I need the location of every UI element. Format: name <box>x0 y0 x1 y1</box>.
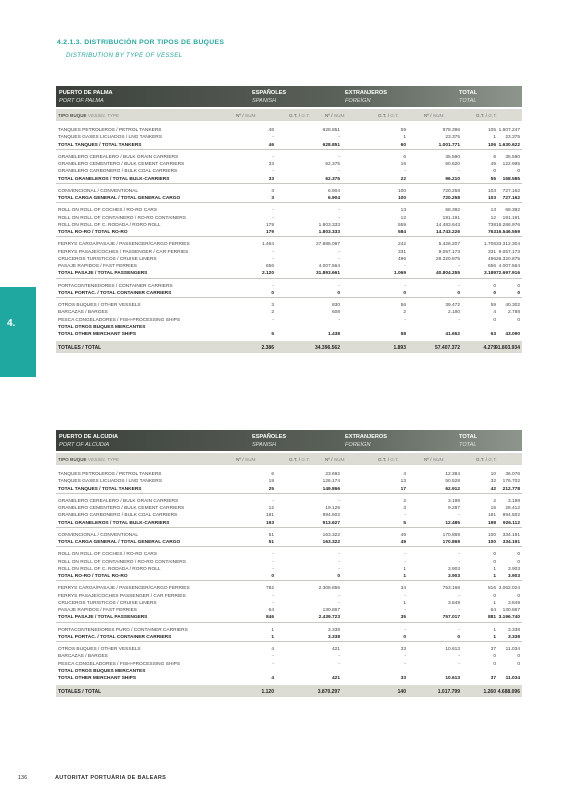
table-row: TOTAL PASAJE / TOTAL PASSENGERS 846 2.439.723 35 757.017 881 3.196.740 <box>58 615 520 621</box>
table-row: GRANELERO CARBONERO / BULK COAL CARRIERS - - - - 0 0 <box>58 169 520 175</box>
col-vessel-type: TIPO BUQUE VESSEL TYPE <box>58 113 119 118</box>
table-row: PESCA CONGELADORES / FISH-PROCESSING SHIPS - - - - 0 0 <box>58 661 520 667</box>
table-row: TOTAL GRANELEROS / TOTAL BULK-CARRIERS 33 62.375 22 96.210 55 158.585 <box>58 176 520 182</box>
table-row: TOTAL CARGA GENERAL / TOTAL GENERAL CARGO 3 6.904 100 720.258 103 727.162 <box>58 196 520 201</box>
table-row: GRANELERO CEMENTERO / BULK CEMENT CARRIERS 12 19.125 3 9.287 15 28.412 <box>58 506 520 511</box>
table-row: TANQUES PETROLEROS / PETROL TANKERS 6 23.692 4 12.384 10 36.076 <box>58 472 520 477</box>
port-name: PUERTO DE PALMA PORT OF PALMA <box>59 90 113 105</box>
table-row: ROLL ON ROLL OF C. RODADA / RORO ROLL - - 1 3.903 1 3.903 <box>58 566 520 572</box>
table-row: CRUCEROS TURISTICOS / CRUISE LINERS - - 1 3.849 1 3.849 <box>58 600 520 606</box>
table-row: CRUCEROS TURISTICOS / CRUISE LINERS - - 496 26.320.875 496 26.320.875 <box>58 256 520 262</box>
table-row: GRANELERO CARBONERO / BULK COAL CARRIERS 181 894.502 - - 181 894.502 <box>58 513 520 519</box>
table-row: PESCA CONGELADORES / FISH-PROCESSING SHIPS - - - - 0 0 <box>58 317 520 323</box>
col-group-foreign: EXTRANJEROS FOREIGN <box>345 434 387 449</box>
table-row: TOTAL OTROS BUQUES MERCANTES <box>58 668 146 674</box>
table-row: TANQUES PETROLEROS / PETROL TANKERS 46 628.851 59 978.396 105 1.607.247 <box>58 128 520 133</box>
section-subtitle: DISTRIBUTION BY TYPE OF VESSEL <box>66 52 183 59</box>
table-row: ROLL ON ROLL OF COCHES / RO-RO CARS - - 13 68.392 13 68.392 <box>58 208 520 214</box>
col-gt: G.T. / G.T. <box>378 113 399 118</box>
table-row: PORTACONTENEDORES PURO / CONTAINER CARRIERS 1 3.338 - - 1 3.338 <box>58 627 520 633</box>
table-row: ROLL ON ROLL OF COCHES / RO-RO CARS - - - - 0 0 <box>58 552 520 558</box>
table-row: CONVENCIONAL / CONVENTIONAL 3 6.904 100 720.258 103 727.162 <box>58 188 520 194</box>
col-group-total: TOTAL TOTAL <box>459 90 478 105</box>
chapter-tab <box>0 287 36 377</box>
table-row: TOTAL OTHER MERCHANT SHIPS 4 421 33 10.613 37 11.034 <box>58 676 520 681</box>
col-group-spanish: ESPAÑOLES SPANISH <box>252 90 287 105</box>
col-group-foreign: EXTRANJEROS FOREIGN <box>345 90 387 105</box>
port-name: PUERTO DE ALCUDIA PORT OF ALCUDIA <box>59 434 119 449</box>
table-row: PASAJE RAPIDOS / FAST FERRIES 64 130.867 - - 64 130.867 <box>58 608 520 613</box>
table-row: FERRYS CARGA/PASAJE / PASSENGER/CARGO FERRIES 782 2.308.856 34 753.168 816 3.062.024 <box>58 586 520 592</box>
table-row: OTROS BUQUES / OTHER VESSELS 3 830 56 39.472 59 40.302 <box>58 303 520 308</box>
table-row: BARCAZAS / BARGES 2 608 2 2.180 4 2.788 <box>58 310 520 316</box>
section-title: 4.2.1.3. DISTRIBUCIÓN POR TIPOS DE BUQUES <box>57 39 225 46</box>
table-row: FERRYS PASAJE/COCHES PASSENGER / CAR FERRIES - - - - 0 0 <box>58 593 520 599</box>
footer <box>18 775 167 781</box>
totals-row: TOTALES / TOTAL 2.386 34.396.562 1.893 57.407.372 4.279 91.803.934 <box>56 341 522 353</box>
col-gt: G.T. / G.T. <box>378 457 399 462</box>
table-row: ROLL ON ROLL OF CONTAINERO / RO-RO CONTAINERS - - 12 191.191 12 191.191 <box>58 215 520 221</box>
table-port-of-palma <box>56 86 522 353</box>
chapter-number: 4. <box>7 318 16 329</box>
col-vessel-type: TIPO BUQUE VESSEL TYPE <box>58 457 119 462</box>
table-row: PASAJE RAPIDOS / FAST FERRIES 656 4.007.564 - - 656 4.007.564 <box>58 264 520 269</box>
table-row: CONVENCIONAL / CONVENTIONAL 51 163.322 49 170.869 100 334.191 <box>58 532 520 538</box>
table-subheader <box>56 109 522 121</box>
table-row: TANQUES GASES LICUADOS / LNG TANKERS - - 1 23.375 1 23.375 <box>58 135 520 141</box>
col-num: Nº / NUM. <box>325 457 346 462</box>
table-row: FERRYS PASAJE/COCHES / PASSENGER / CAR FERRIES - - 331 9.057.173 331 9.057.173 <box>58 249 520 255</box>
table-row: TANQUES GASES LICUADOS / LNG TANKERS 19 126.174 13 50.528 32 176.702 <box>58 479 520 485</box>
table-row: TOTAL OTROS BUQUES MERCANTES <box>58 324 146 330</box>
table-row: TOTAL RO-RO / TOTAL RO-RO 0 0 1 3.903 1 3.903 <box>58 574 520 579</box>
table-header <box>56 86 522 107</box>
col-num: Nº / NUM. <box>424 457 445 462</box>
table-port-of-alcudia <box>56 430 522 697</box>
totals-row: TOTALES / TOTAL 1.120 3.870.297 140 1.017.799 1.260 4.688.096 <box>56 685 522 697</box>
table-row: TOTAL PASAJE / TOTAL PASSENGERS 2.120 31.893.661 1.069 40.804.255 3.189 72.697.916 <box>58 271 520 277</box>
table-row: TOTAL TANQUES / TOTAL TANKERS 25 149.866 17 62.912 42 212.778 <box>58 486 520 492</box>
table-subheader <box>56 453 522 465</box>
col-gt: G.T. / G.T. <box>476 113 497 118</box>
col-num: Nº / NUM. <box>325 113 346 118</box>
table-row: TOTAL TANQUES / TOTAL TANKERS 46 628.851 60 1.001.771 106 1.630.622 <box>58 142 520 148</box>
col-group-spanish: ESPAÑOLES SPANISH <box>252 434 287 449</box>
table-row: TOTAL GRANELEROS / TOTAL BULK-CARRIERS 193 913.627 5 12.485 198 926.112 <box>58 520 520 526</box>
col-num: Nº / NUM. <box>236 457 257 462</box>
col-gt: G.T. / G.T. <box>289 457 310 462</box>
col-num: Nº / NUM. <box>236 113 257 118</box>
table-row: GRANELERO CEREALERO / BULK GRAIN CARRIERS - - 2 3.198 2 3.198 <box>58 498 520 504</box>
footer-org: AUTORITAT PORTUÀRIA DE BALEARS <box>55 775 167 781</box>
col-num: Nº / NUM. <box>424 113 445 118</box>
table-row: TOTAL PORTAC. / TOTAL CONTAINER CARRIERS 0 0 0 0 0 0 <box>58 290 520 296</box>
table-row: BARCAZAS / BARGES - - - - 0 0 <box>58 654 520 660</box>
table-row: TOTAL RO-RO / TOTAL RO-RO 179 1.803.333 584 14.743.226 763 16.546.559 <box>58 230 520 235</box>
page-number: 136 <box>18 775 28 781</box>
table-row: TOTAL OTHER MERCHANT SHIPS 5 1.438 58 41.652 63 43.090 <box>58 332 520 337</box>
table-row: GRANELERO CEREALERO / BULK GRAIN CARRIERS - - 6 35.590 6 35.590 <box>58 154 520 160</box>
table-header <box>56 430 522 451</box>
table-row: ROLL ON ROLL OF CONTAINERO / RO-RO CONTAINERS - - - - 0 0 <box>58 559 520 565</box>
table-row: OTROS BUQUES / OTHER VESSELS 4 421 33 10.613 37 11.034 <box>58 647 520 652</box>
table-row: ROLL ON ROLL OF C. RODADA / RORO ROLL 179 1.803.333 559 14.483.643 738 16.286.976 <box>58 222 520 228</box>
table-row: GRANELERO CEMENTERO / BULK CEMENT CARRIERS 33 62.375 16 60.620 49 122.995 <box>58 162 520 167</box>
table-row: FERRYS CARGA/PASAJE / PASSENGER/CARGO FERRIES 1.464 27.886.097 242 5.426.207 1.706 33.312.304 <box>58 242 520 248</box>
table-row: TOTAL PORTAC. / TOTAL CONTAINER CARRIERS 1 3.338 0 0 1 3.338 <box>58 634 520 640</box>
table-row: PORTACONTENEDORES / CONTAINER CARRIERS - - - - 0 0 <box>58 283 520 289</box>
table-row: TOTAL CARGA GENERAL / TOTAL GENERAL CARGO 51 163.322 49 170.869 100 334.191 <box>58 540 520 545</box>
col-group-total: TOTAL TOTAL <box>459 434 478 449</box>
col-gt: G.T. / G.T. <box>289 113 310 118</box>
col-gt: G.T. / G.T. <box>476 457 497 462</box>
